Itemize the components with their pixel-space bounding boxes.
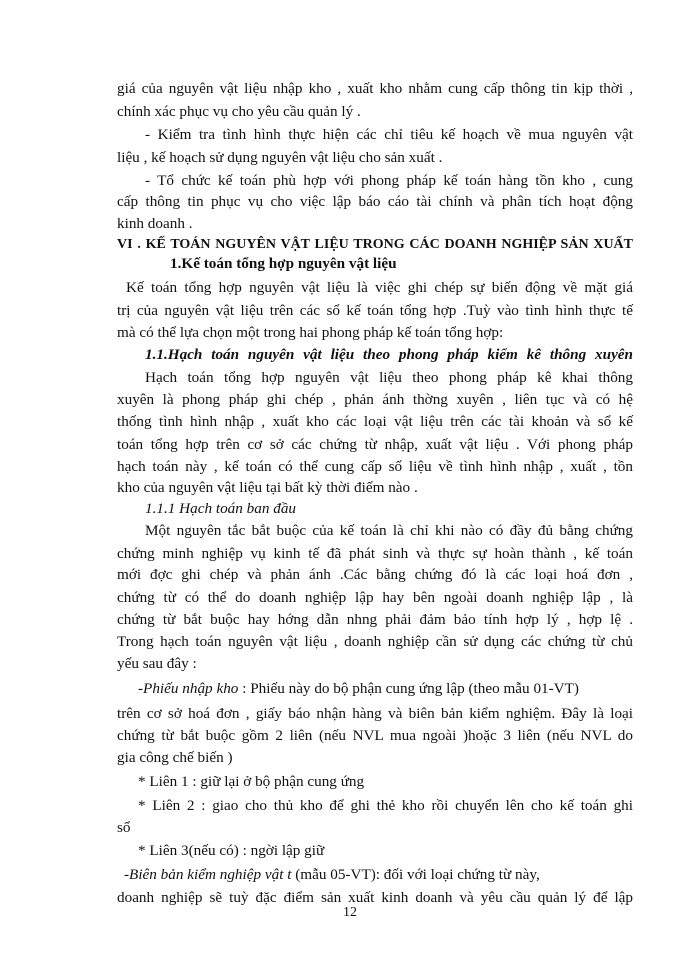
text-span: : Phiếu này do bộ phận cung ứng lập (theo mẫu 01-VT) (238, 680, 579, 697)
text-line: gia công chế biến ) (117, 749, 233, 766)
list-item: * Liên 3(nếu có) : ngời lập giữ (138, 842, 325, 859)
text-line: giá của nguyên vật liệu nhập kho , xuất kho nhằm cung cấp thông tin kịp thời , (117, 80, 633, 97)
text-line: chứng minh nghiệp vụ kinh tế đã phát sinh và thực sự hoàn thành , kế toán (117, 545, 633, 562)
text-line: Trong hạch toán nguyên vật liệu , doanh nghiệp cần sử dụng các chứng từ chủ (117, 633, 633, 650)
text-line: chứng từ bắt buộc hay hớng dẫn nhng phải đảm bảo tính hợp lý , hợp lệ . (117, 611, 633, 628)
text-line: - Kiểm tra tình hình thực hiện các chỉ tiêu kế hoạch về mua nguyên vật (145, 126, 633, 143)
text-span: (mẫu 05-VT): đối với loại chứng từ này, (291, 866, 540, 883)
subsection-heading: 1.Kế toán tổng hợp nguyên vật liệu (170, 255, 397, 272)
text-line: cấp thông tin phục vụ cho việc lập báo cáo tài chính và phân tích hoạt động (117, 193, 633, 210)
text-line: chứng từ có thể do doanh nghiệp lập hay bên ngoài doanh nghiệp lập , là (117, 589, 633, 606)
text-line: chứng từ bắt buộc gồm 2 liên (nếu NVL mua ngoài )hoặc 3 liên (nếu NVL do (117, 727, 633, 744)
text-line: mà có thể lựa chọn một trong hai phong pháp kế toán tổng hợp: (117, 324, 504, 341)
page-number: 12 (343, 905, 357, 920)
text-line (124, 866, 633, 884)
text-line: - Tổ chức kế toán phù hợp với phong pháp kế toán hàng tồn kho , cung (145, 172, 633, 189)
text-line: kinh doanh . (117, 215, 193, 232)
text-line: kho của nguyên vật liệu tại bất kỳ thời điểm nào . (117, 479, 418, 496)
text-line: hạch toán này , kế toán có thể cung cấp số liệu về tình hình nhập , xuất , tồn (117, 458, 633, 475)
text-line: Một nguyên tắc bắt buộc của kế toán là chỉ khi nào có đầy đủ bằng chứng (145, 522, 633, 539)
text-line: chính xác phục vụ cho yêu cầu quản lý . (117, 103, 361, 120)
text-line: xuyên là phong pháp ghi chép , phản ánh thờng xuyên , liên tục và có hệ (117, 391, 633, 408)
text-line: trị của nguyên vật liệu trên các sổ kế toán tổng hợp .Tuỳ vào tình hình thực tế (117, 302, 633, 319)
list-item: * Liên 1 : giữ lại ở bộ phận cung ứng (138, 773, 365, 790)
list-item: * Liên 2 : giao cho thủ kho để ghi thẻ kho rồi chuyển lên cho kế toán ghi (138, 797, 633, 814)
term-label: -Phiếu nhập kho (138, 680, 239, 697)
subsection-heading: 1.1.1 Hạch toán ban đầu (145, 500, 297, 517)
text-line: toán tổng hợp trên cơ sở các chứng từ nhập, xuất vật liệu . Với phong pháp (117, 436, 633, 453)
text-line (138, 680, 633, 698)
text-line: yếu sau đây : (117, 655, 197, 672)
text-line: liệu , kế hoạch sử dụng nguyên vật liệu cho sản xuất . (117, 149, 443, 166)
text-line: trên cơ sở hoá đơn , giấy báo nhận hàng và biên bản kiểm nghiệm. Đây là loại (117, 705, 633, 722)
text-line: thống tình hình nhập , xuất kho các loại vật liệu trên các tài khoản và sổ kế (117, 413, 633, 430)
term-label: -Biên bản kiểm nghiệp vật t (124, 866, 292, 883)
text-line: Kế toán tổng hợp nguyên vật liệu là việc ghi chép sự biến động về mặt giá (126, 279, 633, 296)
text-line: doanh nghiệp sẽ tuỳ đặc điểm sản xuất kinh doanh và yêu cầu quản lý để lập (117, 889, 633, 906)
text-line: sổ (117, 819, 131, 836)
text-line: mới đợc ghi chép và phản ánh .Các bằng chứng đó là các loại hoá đơn , (117, 566, 633, 583)
subsection-heading: 1.1.Hạch toán nguyên vật liệu theo phong pháp kiểm kê thông xuyên (145, 346, 633, 363)
section-heading: VI . KẾ TOÁN NGUYÊN VẬT LIỆU TRONG CÁC DOANH NGHIỆP SẢN XUẤT (117, 237, 633, 252)
text-line: Hạch toán tổng hợp nguyên vật liệu theo phong pháp kê khai thông (145, 369, 633, 386)
